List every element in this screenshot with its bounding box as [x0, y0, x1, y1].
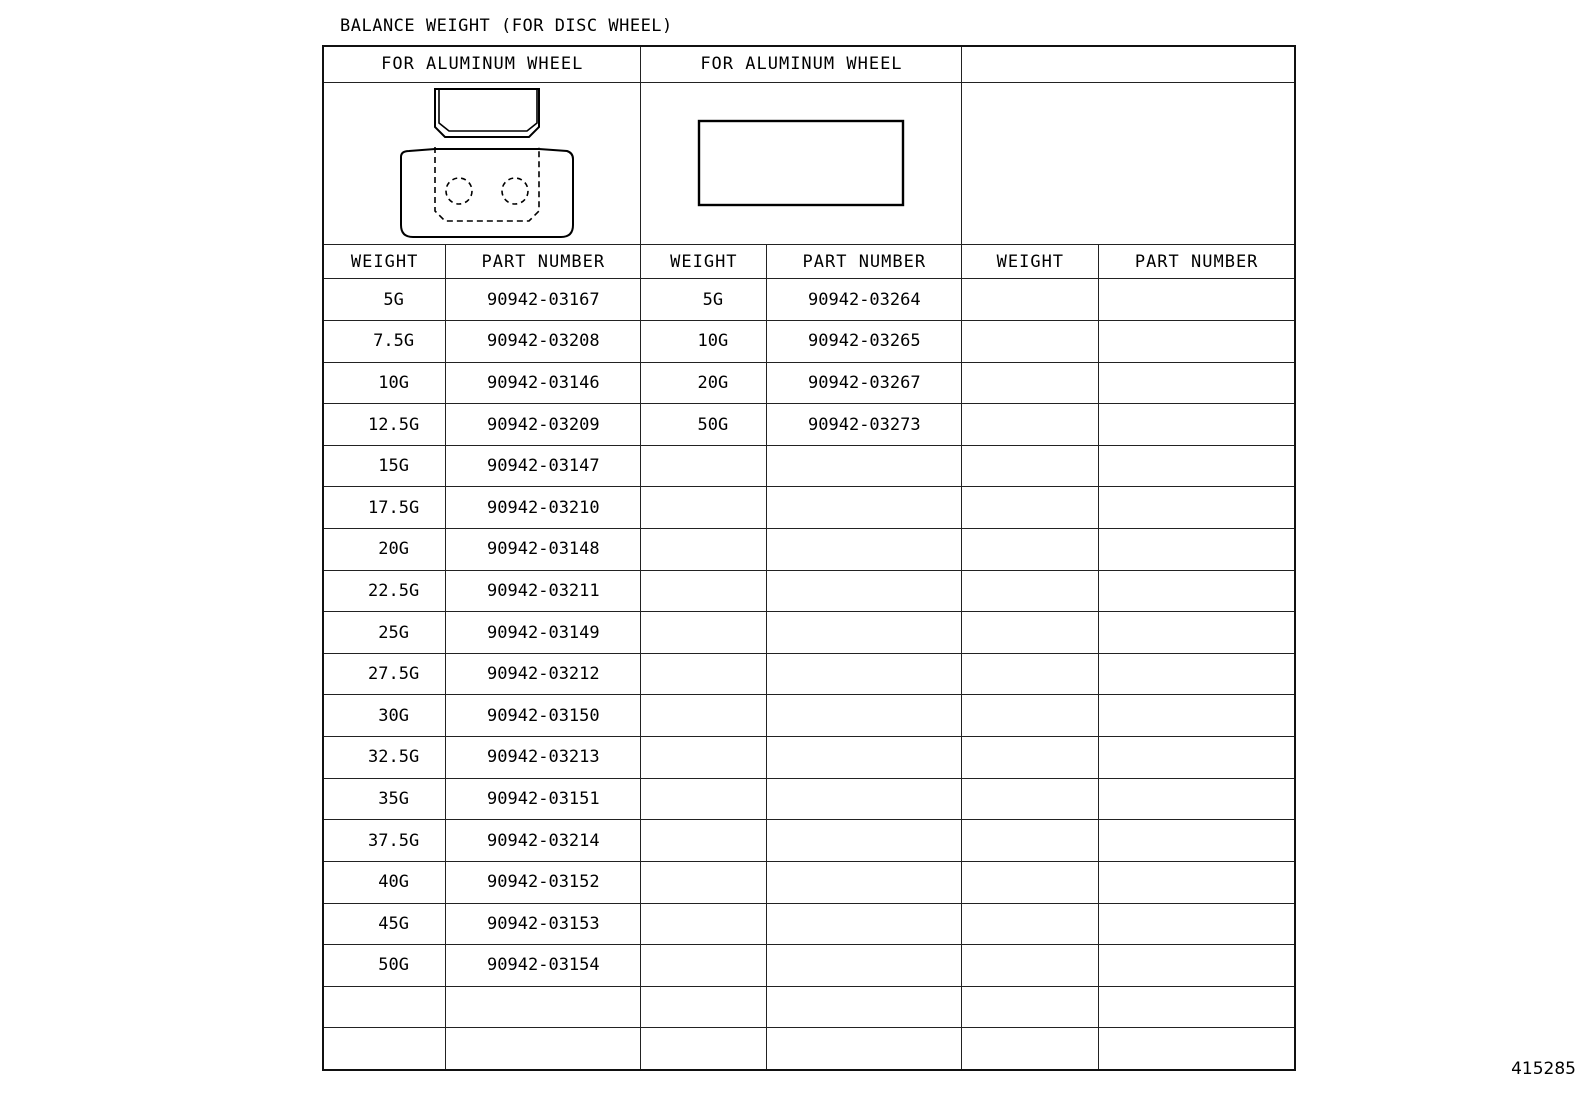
- part-number-cell: 90942-03208: [446, 321, 641, 363]
- part-number-column-header: PART NUMBER: [1099, 244, 1295, 279]
- part-number-cell: 90942-03267: [767, 362, 962, 404]
- weight-cell: [641, 986, 767, 1028]
- part-number-cell: [1099, 653, 1295, 695]
- part-number-cell: [1099, 279, 1295, 321]
- part-number-cell: 90942-03146: [446, 362, 641, 404]
- part-number-cell: [1099, 487, 1295, 529]
- part-number-cell: [767, 778, 962, 820]
- weight-cell: 45G: [323, 903, 446, 945]
- part-number-cell: [767, 570, 962, 612]
- group-header-adhesive: FOR ALUMINUM WHEEL: [641, 46, 962, 82]
- figure-id: 415285: [1511, 1059, 1576, 1079]
- weight-cell: [641, 903, 767, 945]
- clip-on-weight-figure: [323, 82, 641, 244]
- weight-cell: 27.5G: [323, 653, 446, 695]
- weight-cell: [962, 986, 1099, 1028]
- weight-cell: [641, 820, 767, 862]
- table-row: [323, 778, 1295, 820]
- part-number-cell: [1099, 529, 1295, 571]
- part-number-cell: 90942-03211: [446, 570, 641, 612]
- table-row: [323, 612, 1295, 654]
- table-row: [323, 445, 1295, 487]
- weight-cell: 35G: [323, 778, 446, 820]
- part-number-cell: [767, 529, 962, 571]
- part-number-column-header: PART NUMBER: [446, 244, 641, 279]
- table-row: [323, 653, 1295, 695]
- table-row: [323, 1028, 1295, 1070]
- part-number-cell: 90942-03265: [767, 321, 962, 363]
- weight-cell: 37.5G: [323, 820, 446, 862]
- weight-cell: [641, 612, 767, 654]
- weight-cell: 32.5G: [323, 737, 446, 779]
- weight-cell: [962, 778, 1099, 820]
- part-number-cell: 90942-03151: [446, 778, 641, 820]
- blank-figure-cell: [962, 82, 1295, 244]
- part-number-cell: 90942-03148: [446, 529, 641, 571]
- weight-cell: 20G: [641, 362, 767, 404]
- part-number-cell: [767, 945, 962, 987]
- weight-cell: [962, 820, 1099, 862]
- weight-cell: 25G: [323, 612, 446, 654]
- table-row: [323, 279, 1295, 321]
- weight-cell: [323, 986, 446, 1028]
- part-number-cell: [767, 445, 962, 487]
- table-row: [323, 986, 1295, 1028]
- part-number-cell: [1099, 737, 1295, 779]
- part-number-cell: [1099, 903, 1295, 945]
- balance-weight-table: [322, 45, 1296, 1071]
- part-number-cell: 90942-03214: [446, 820, 641, 862]
- group-header-blank: [962, 46, 1295, 82]
- part-number-cell: [767, 653, 962, 695]
- part-number-cell: [1099, 986, 1295, 1028]
- part-number-cell: 90942-03273: [767, 404, 962, 446]
- part-number-cell: [1099, 945, 1295, 987]
- part-number-cell: [767, 861, 962, 903]
- weight-cell: 12.5G: [323, 404, 446, 446]
- table-row: [323, 945, 1295, 987]
- part-number-cell: [1099, 778, 1295, 820]
- weight-cell: [962, 404, 1099, 446]
- group-header-clip-on: FOR ALUMINUM WHEEL: [323, 46, 641, 82]
- weight-cell: [641, 778, 767, 820]
- weight-cell: [962, 653, 1099, 695]
- part-number-cell: 90942-03153: [446, 903, 641, 945]
- weight-cell: [641, 529, 767, 571]
- table-row: [323, 362, 1295, 404]
- part-number-cell: [1099, 570, 1295, 612]
- table-row: [323, 737, 1295, 779]
- part-number-cell: 90942-03210: [446, 487, 641, 529]
- part-number-cell: [767, 820, 962, 862]
- table-row: [323, 529, 1295, 571]
- table-row: [323, 404, 1295, 446]
- part-number-cell: [446, 986, 641, 1028]
- weight-cell: 10G: [641, 321, 767, 363]
- part-number-cell: [1099, 695, 1295, 737]
- weight-column-header: WEIGHT: [962, 244, 1099, 279]
- weight-cell: 30G: [323, 695, 446, 737]
- weight-cell: 15G: [323, 445, 446, 487]
- weight-cell: [962, 445, 1099, 487]
- weight-cell: [962, 529, 1099, 571]
- weight-cell: [641, 695, 767, 737]
- part-number-cell: [767, 1028, 962, 1070]
- weight-cell: [962, 945, 1099, 987]
- table-row: [323, 321, 1295, 363]
- part-number-cell: [767, 612, 962, 654]
- weight-cell: 7.5G: [323, 321, 446, 363]
- part-number-column-header: PART NUMBER: [767, 244, 962, 279]
- weight-column-header: WEIGHT: [641, 244, 767, 279]
- part-number-cell: [767, 487, 962, 529]
- table-row: [323, 903, 1295, 945]
- weight-cell: [641, 570, 767, 612]
- part-number-cell: [767, 695, 962, 737]
- adhesive-balance-weight-icon: [691, 113, 911, 213]
- weight-cell: 22.5G: [323, 570, 446, 612]
- part-number-cell: [767, 903, 962, 945]
- weight-cell: [962, 612, 1099, 654]
- weight-column-header: WEIGHT: [323, 244, 446, 279]
- weight-cell: [962, 695, 1099, 737]
- table-row: [323, 570, 1295, 612]
- column-header-row: [323, 244, 1295, 279]
- part-number-cell: 90942-03150: [446, 695, 641, 737]
- part-number-cell: [1099, 404, 1295, 446]
- part-number-cell: 90942-03147: [446, 445, 641, 487]
- weight-cell: 40G: [323, 861, 446, 903]
- weight-cell: 5G: [641, 279, 767, 321]
- part-number-cell: [1099, 612, 1295, 654]
- weight-cell: [641, 1028, 767, 1070]
- weight-cell: [962, 903, 1099, 945]
- weight-cell: 10G: [323, 362, 446, 404]
- weight-cell: [641, 945, 767, 987]
- weight-cell: [641, 861, 767, 903]
- part-number-cell: 90942-03152: [446, 861, 641, 903]
- weight-cell: [962, 279, 1099, 321]
- weight-cell: [641, 737, 767, 779]
- weight-cell: [641, 653, 767, 695]
- weight-cell: [962, 362, 1099, 404]
- weight-cell: 50G: [641, 404, 767, 446]
- weight-cell: 20G: [323, 529, 446, 571]
- document-title: BALANCE WEIGHT (FOR DISC WHEEL): [340, 16, 673, 36]
- table-row: [323, 695, 1295, 737]
- part-number-cell: [1099, 445, 1295, 487]
- weight-cell: [323, 1028, 446, 1070]
- table-row: [323, 487, 1295, 529]
- figure-row: [323, 82, 1295, 244]
- part-number-cell: [1099, 1028, 1295, 1070]
- weight-cell: [962, 321, 1099, 363]
- weight-cell: [641, 445, 767, 487]
- part-number-cell: [767, 737, 962, 779]
- part-number-cell: [1099, 321, 1295, 363]
- weight-cell: [962, 487, 1099, 529]
- part-number-cell: 90942-03149: [446, 612, 641, 654]
- part-number-cell: 90942-03167: [446, 279, 641, 321]
- group-header-row: [323, 46, 1295, 82]
- part-number-cell: [446, 1028, 641, 1070]
- table-row: [323, 861, 1295, 903]
- weight-cell: [962, 737, 1099, 779]
- weight-cell: [962, 1028, 1099, 1070]
- part-number-cell: [1099, 820, 1295, 862]
- part-number-cell: 90942-03212: [446, 653, 641, 695]
- part-number-cell: 90942-03154: [446, 945, 641, 987]
- weight-cell: 50G: [323, 945, 446, 987]
- adhesive-weight-figure: [641, 82, 962, 244]
- part-number-cell: 90942-03213: [446, 737, 641, 779]
- weight-cell: [962, 861, 1099, 903]
- part-number-cell: 90942-03209: [446, 404, 641, 446]
- clip-on-balance-weight-icon: [387, 87, 577, 239]
- part-number-cell: [767, 986, 962, 1028]
- part-number-cell: [1099, 362, 1295, 404]
- weight-cell: [962, 570, 1099, 612]
- weight-cell: [641, 487, 767, 529]
- table-row: [323, 820, 1295, 862]
- weight-cell: 5G: [323, 279, 446, 321]
- weight-cell: 17.5G: [323, 487, 446, 529]
- part-number-cell: [1099, 861, 1295, 903]
- part-number-cell: 90942-03264: [767, 279, 962, 321]
